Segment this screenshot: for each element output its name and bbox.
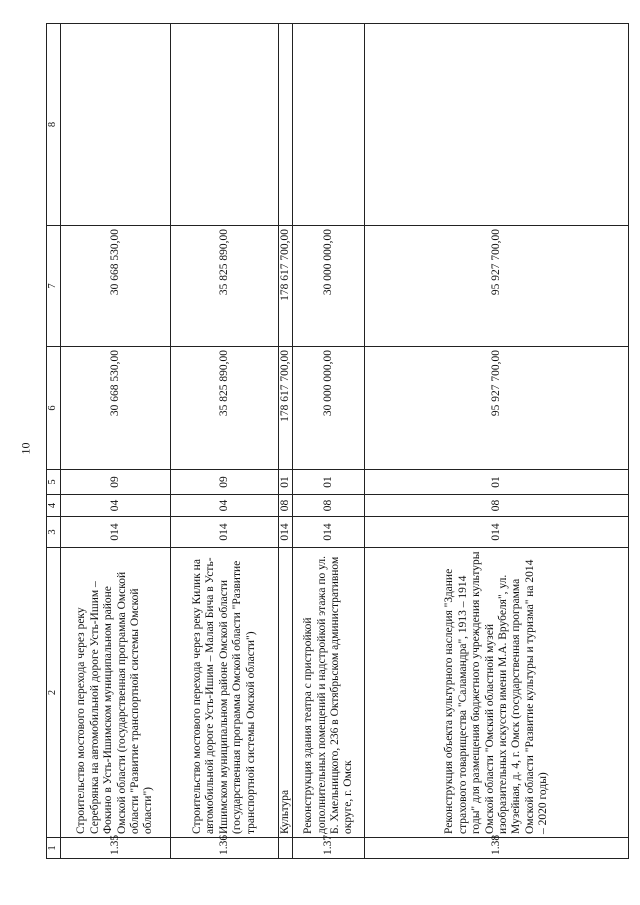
subsection-code: 09 bbox=[61, 470, 171, 495]
header-cell: 3 bbox=[47, 517, 61, 548]
row-number: 1.37 bbox=[293, 838, 365, 859]
amount-col6: 95 927 700,00 bbox=[365, 347, 629, 470]
amount-col7: 95 927 700,00 bbox=[365, 226, 629, 347]
object-name: Реконструкция здания театра с пристройкой дополнительных помещений и надстройкой этажа по ул. Б. Хмельницкого, 236 в Октябрьском административном округе, г. Омск bbox=[293, 548, 365, 838]
header-cell: 4 bbox=[47, 495, 61, 517]
section-code: 08 bbox=[365, 495, 629, 517]
row-number: 1.35 bbox=[61, 838, 171, 859]
amount-col6: 30 000 000,00 bbox=[293, 347, 365, 470]
subsection-code: 01 bbox=[293, 470, 365, 495]
rotated-page-content bbox=[46, 24, 631, 859]
row-number: 1.38 bbox=[365, 838, 629, 859]
amount-col7: 30 000 000,00 bbox=[293, 226, 365, 347]
amount-col7: 178 617 700,00 bbox=[279, 226, 293, 347]
department-code: 014 bbox=[293, 517, 365, 548]
header-cell: 8 bbox=[47, 24, 61, 226]
table-row-1-37 bbox=[293, 24, 365, 859]
object-name: Строительство мостового перехода через реку Килик на автомобильной дороге Усть-Ишим – Малая Бича в Усть-Ишимском муниципальном районе Омской области (государственная программа Омской области "Развитие транспортной системы Омской области") bbox=[171, 548, 279, 838]
table-row-1-36 bbox=[171, 24, 279, 859]
object-name: Строительство мостового перехода через реку Серебрянка на автомобильной дороге Усть-Ишим – Фокино в Усть-Ишимском муниципальном районе Омской области (государственная программа Омской области "Развитие транспортной системы Омской области") bbox=[61, 548, 171, 838]
amount-col7: 30 668 530,00 bbox=[61, 226, 171, 347]
amount-col8 bbox=[279, 24, 293, 226]
subsection-code: 01 bbox=[365, 470, 629, 495]
amount-col7: 35 825 890,00 bbox=[171, 226, 279, 347]
section-code: 04 bbox=[61, 495, 171, 517]
page-number: 10 bbox=[18, 442, 33, 455]
header-cell: 7 bbox=[47, 226, 61, 347]
amount-col6: 30 668 530,00 bbox=[61, 347, 171, 470]
amount-col6: 35 825 890,00 bbox=[171, 347, 279, 470]
row-number: 1.36 bbox=[171, 838, 279, 859]
section-code: 04 bbox=[171, 495, 279, 517]
row-number bbox=[279, 838, 293, 859]
column-number-header bbox=[47, 24, 61, 859]
subsection-code: 01 bbox=[279, 470, 293, 495]
header-cell: 2 bbox=[47, 548, 61, 838]
amount-col8 bbox=[171, 24, 279, 226]
table-row-kultura bbox=[279, 24, 293, 859]
department-code: 014 bbox=[61, 517, 171, 548]
department-code: 014 bbox=[365, 517, 629, 548]
department-code: 014 bbox=[171, 517, 279, 548]
amount-col6: 178 617 700,00 bbox=[279, 347, 293, 470]
amount-col8 bbox=[365, 24, 629, 226]
section-name: Культура bbox=[279, 548, 293, 838]
subsection-code: 09 bbox=[171, 470, 279, 495]
header-cell: 5 bbox=[47, 470, 61, 495]
amount-col8 bbox=[293, 24, 365, 226]
header-cell: 1 bbox=[47, 838, 61, 859]
section-code: 08 bbox=[293, 495, 365, 517]
table-row-1-38 bbox=[365, 24, 629, 859]
amount-col8 bbox=[61, 24, 171, 226]
department-code: 014 bbox=[279, 517, 293, 548]
budget-table bbox=[46, 23, 629, 859]
table-row-1-35 bbox=[61, 24, 171, 859]
header-cell: 6 bbox=[47, 347, 61, 470]
section-code: 08 bbox=[279, 495, 293, 517]
object-name: Реконструкция объекта культурного наследия "Здание страхового товарищества "Саламандра", 1913 – 1914 годы" для размещения бюджетного учреждения культуры Омской области "Омский областной музей изобразительных искусств имени М.А. Врубеля", ул. Музейная, д. 4, г. Омск (государственная программа Омской области "Развитие культуры и туризма" на 2014 – 2020 годы) bbox=[365, 548, 629, 838]
